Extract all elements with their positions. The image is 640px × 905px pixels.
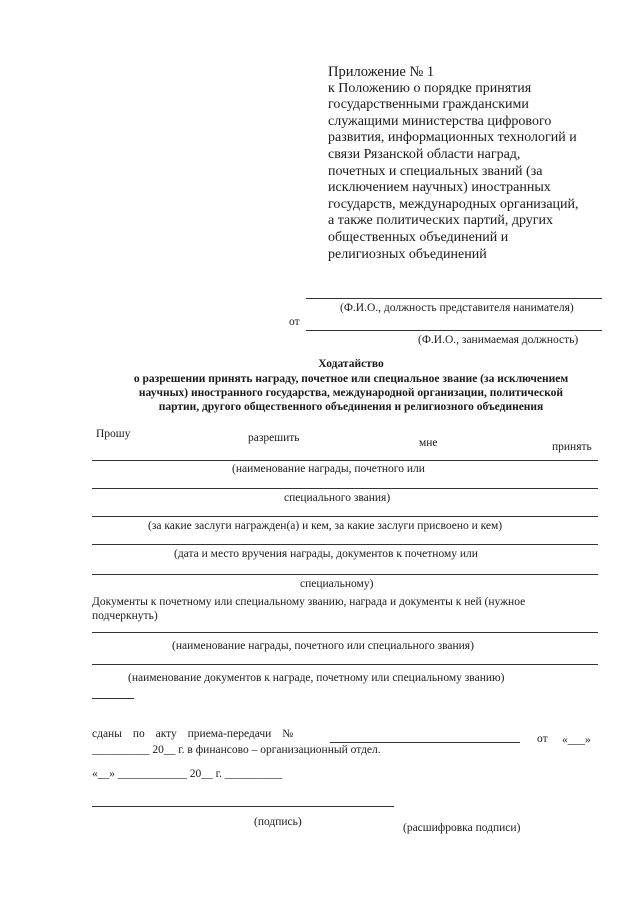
merits-caption: (за какие заслуги награжден(а) и кем, за какие заслуги присвоено и кем) [148, 520, 503, 532]
handover-from: от [537, 733, 548, 745]
appendix-header [328, 64, 618, 263]
petition-subtitle: научных) иностранного государства, международной организации, политической [138, 387, 564, 399]
request-word-prosu: Прошу [96, 428, 131, 440]
docs-name-caption: (наименование документов к награде, почетному или специальному званию) [128, 672, 505, 684]
employer-line [306, 298, 602, 299]
date-line-2 [92, 574, 598, 575]
petition-title: Ходатайство [318, 358, 384, 370]
award-line-1 [92, 460, 598, 461]
appendix-line: а также политических партий, других [328, 213, 554, 229]
award-caption-1: (наименование награды, почетного или [232, 463, 425, 475]
signature-caption: (подпись) [254, 816, 302, 828]
award-line-2 [92, 488, 598, 489]
act-number-line [330, 742, 520, 743]
appendix-line: к Положению о порядке принятия [328, 80, 532, 96]
employee-caption: (Ф.И.О., занимаемая должность) [418, 334, 579, 346]
request-word-razreshit: разрешить [248, 432, 300, 444]
documents-line-2: подчеркнуть) [92, 610, 158, 622]
date-caption-2: специальному) [300, 578, 374, 590]
appendix-line: служащими министерства цифрового [328, 113, 552, 129]
appendix-title: Приложение № 1 [328, 64, 435, 80]
appendix-line: государственными гражданскими [328, 97, 529, 113]
extra-line [92, 698, 134, 699]
documents-line-1: Документы к почетному или специальному званию, награда и документы к ней (нужное [92, 596, 526, 608]
employer-caption: (Ф.И.О., должность представителя нанимателя) [340, 302, 574, 314]
date-caption-1: (дата и место вручения награды, документов к почетному или [174, 548, 478, 560]
handover-day: «___» [562, 734, 591, 746]
signature-date: «__» ____________ 20__ г. __________ [92, 768, 283, 780]
appendix-line: исключением научных) иностранных [328, 180, 551, 196]
employee-line [306, 330, 602, 331]
appendix-line: государств, международных организаций, [328, 196, 579, 212]
date-line-1 [92, 544, 598, 545]
handover-date-line: __________ 20__ г. в финансово – организационный отдел. [92, 744, 381, 756]
appendix-line: религиозных объединений [328, 246, 487, 262]
award-caption-2: специального звания) [284, 492, 391, 504]
request-word-prinyat: принять [552, 441, 592, 453]
signature-line [92, 806, 394, 807]
appendix-line: развития, информационных технологий и [328, 130, 577, 146]
docs-name-line [92, 664, 598, 665]
handover-prefix: сданы по акту приема-передачи № [92, 728, 294, 740]
decoding-caption: (расшифровка подписи) [403, 822, 521, 834]
merits-line [92, 516, 598, 517]
request-word-mne: мне [419, 437, 438, 449]
petition-subtitle: о разрешении принять награду, почетное или специальное звание (за исключением [133, 373, 569, 385]
award-name-caption: (наименование награды, почетного или специального звания) [172, 640, 474, 652]
appendix-line: почетных и специальных званий (за [328, 163, 543, 179]
from-label: от [289, 316, 300, 328]
appendix-line: общественных объединений и [328, 229, 509, 245]
award-name-line [92, 632, 598, 633]
petition-subtitle: партии, другого общественного объединения и религиозного объединения [158, 401, 544, 413]
appendix-line: связи Рязанской области наград, [328, 146, 521, 162]
